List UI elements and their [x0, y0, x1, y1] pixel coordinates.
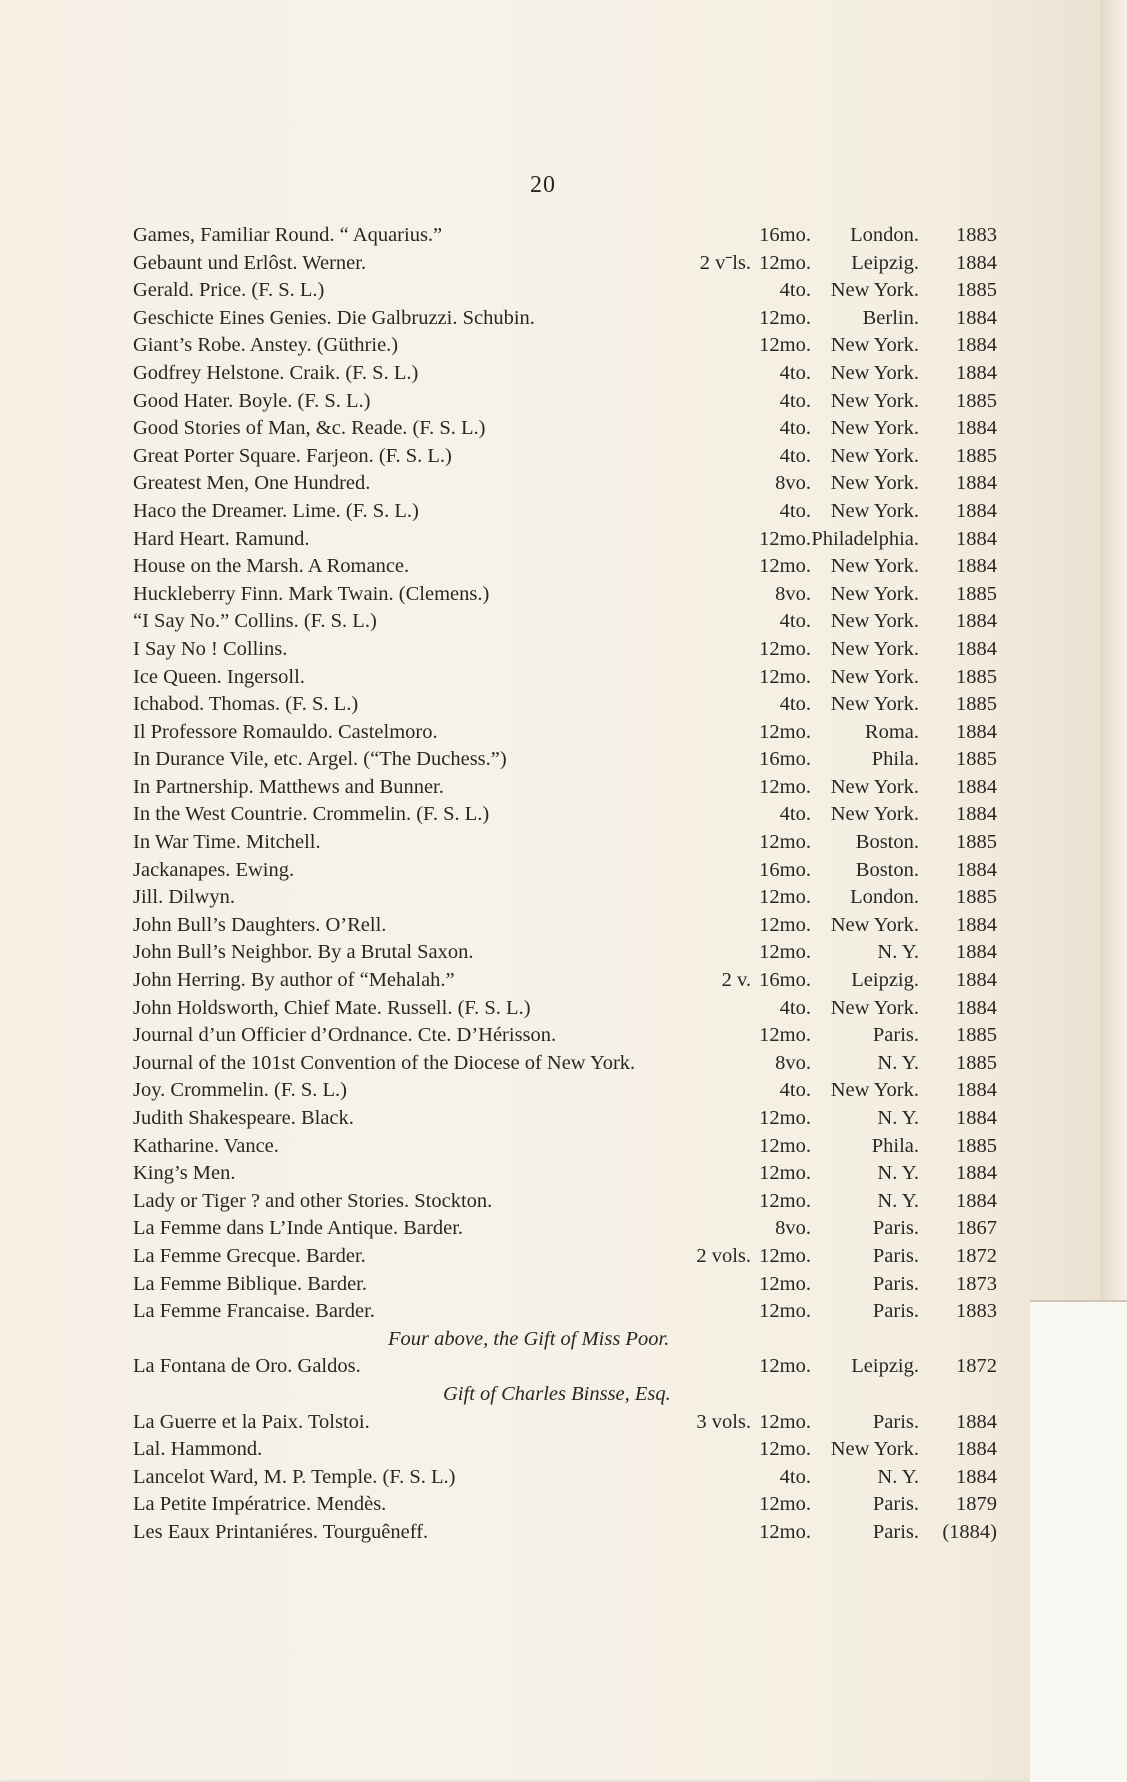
entry-year: 1884 — [956, 361, 997, 384]
entry-place: New York. — [830, 279, 919, 302]
entry-format: 12mo. — [759, 1355, 811, 1378]
entry-place: London. — [850, 886, 919, 909]
entry-year: 1884 — [956, 499, 997, 522]
entry-place: N. Y. — [877, 941, 919, 964]
entry-year: 1872 — [956, 1355, 997, 1378]
entry-year: (1884) — [942, 1520, 997, 1543]
catalog-entry — [133, 1160, 997, 1188]
entry-format: 12mo. — [759, 1107, 811, 1129]
entry-title: La Fontana de Oro. Galdos. — [133, 1355, 361, 1378]
entry-format: 4to. — [779, 417, 811, 440]
entry-format: 12mo. — [759, 637, 811, 660]
entry-group-3 — [133, 1409, 997, 1547]
entry-place: Leipzig. — [851, 1355, 919, 1378]
catalog-entry — [133, 277, 997, 305]
entry-format: 12mo. — [759, 555, 811, 578]
entry-volumes: 3 vols. — [696, 1410, 751, 1433]
catalog-entry — [133, 1491, 997, 1519]
entry-place: New York. — [830, 582, 919, 605]
entry-year: 1885 — [956, 1051, 997, 1074]
catalog-entry — [133, 884, 997, 912]
entry-title: Gerald. Price. (F. S. L.) — [133, 279, 325, 302]
entry-year: 1884 — [956, 969, 997, 992]
entry-title: Huckleberry Finn. Mark Twain. (Clemens.) — [133, 582, 490, 605]
entry-place: Phila. — [871, 1134, 919, 1157]
catalog-entry — [133, 1409, 997, 1437]
entry-title: La Guerre et la Paix. Tolstoi. — [133, 1410, 370, 1433]
entry-title: Games, Familiar Round. “ Aquarius.” — [133, 224, 443, 246]
entry-format: 4to. — [779, 610, 811, 633]
entry-title: Katharine. Vance. — [133, 1134, 279, 1157]
entry-format: 4to. — [779, 361, 811, 384]
entry-title: John Herring. By author of “Mehalah.” — [133, 969, 455, 992]
entry-year: 1884 — [956, 775, 997, 798]
entry-format: 12mo. — [759, 306, 811, 329]
entry-year: 1867 — [956, 1217, 997, 1240]
entry-title: In Durance Vile, etc. Argel. (“The Duchess.”) — [133, 748, 507, 771]
entry-format: 12mo. — [759, 1244, 811, 1267]
entry-year: 1885 — [956, 1024, 997, 1047]
catalog-entry — [133, 967, 997, 995]
entry-year: 1872 — [956, 1244, 997, 1267]
entry-title: I Say No ! Collins. — [133, 637, 288, 660]
entry-format: 16mo. — [759, 748, 811, 771]
entry-title: Judith Shakespeare. Black. — [133, 1107, 354, 1129]
catalog-entry — [133, 526, 997, 554]
entry-title: Lal. Hammond. — [133, 1438, 263, 1461]
entry-year: 1884 — [956, 1107, 997, 1129]
entry-format: 16mo. — [759, 224, 811, 246]
entry-year: 1884 — [956, 1438, 997, 1461]
catalog-entry — [133, 443, 997, 471]
entry-format: 12mo. — [759, 1520, 811, 1543]
entry-place: New York. — [830, 499, 919, 522]
entry-title: John Holdsworth, Chief Mate. Russell. (F. S. L.) — [133, 996, 531, 1019]
entry-title: John Bull’s Daughters. O’Rell. — [133, 913, 387, 936]
catalog-entry — [133, 222, 997, 250]
entry-year: 1885 — [956, 389, 997, 412]
entry-format: 12mo. — [759, 1024, 811, 1047]
entry-year: 1884 — [956, 1162, 997, 1185]
entry-year: 1885 — [956, 665, 997, 688]
entry-year: 1884 — [956, 637, 997, 660]
entry-year: 1885 — [956, 582, 997, 605]
catalog-entry — [133, 388, 997, 416]
entry-group-1 — [133, 222, 997, 1326]
entry-year: 1885 — [956, 444, 997, 467]
entry-format: 12mo. — [759, 720, 811, 743]
entry-title: Haco the Dreamer. Lime. (F. S. L.) — [133, 499, 419, 522]
entry-place: Paris. — [872, 1520, 919, 1543]
entry-title: La Femme Biblique. Barder. — [133, 1272, 367, 1295]
entry-place: New York. — [830, 472, 919, 495]
entry-title: Joy. Crommelin. (F. S. L.) — [133, 1079, 347, 1102]
entry-year: 1884 — [956, 720, 997, 743]
entry-format: 16mo. — [759, 858, 811, 881]
entry-format: 8vo. — [775, 1217, 811, 1240]
entry-year: 1884 — [956, 941, 997, 964]
catalog-entry — [133, 664, 997, 692]
catalog-entry — [133, 1133, 997, 1161]
entry-format: 12mo. — [759, 1493, 811, 1516]
catalog-entry — [133, 1215, 997, 1243]
entry-year: 1885 — [956, 693, 997, 716]
catalog-entry — [133, 857, 997, 885]
entry-title: King’s Men. — [133, 1162, 236, 1185]
entry-year: 1884 — [956, 610, 997, 633]
entry-title: Ichabod. Thomas. (F. S. L.) — [133, 693, 359, 716]
entry-format: 12mo. — [759, 1189, 811, 1212]
entry-title: Il Professore Romauldo. Castelmoro. — [133, 720, 438, 743]
entry-format: 4to. — [779, 444, 811, 467]
entry-format: 12mo. — [759, 941, 811, 964]
entry-place: Paris. — [872, 1493, 919, 1516]
entry-format: 12mo. — [759, 665, 811, 688]
entry-place: Philadelphia. — [811, 527, 919, 550]
entry-title: Good Stories of Man, &c. Reade. (F. S. L.) — [133, 417, 486, 440]
catalog-entry — [133, 608, 997, 636]
entry-format: 12mo. — [759, 775, 811, 798]
entry-format: 16mo. — [759, 969, 811, 992]
catalog-entry — [133, 1050, 997, 1078]
entry-place: Leipzig. — [851, 969, 919, 992]
entry-format: 4to. — [779, 389, 811, 412]
entry-place: New York. — [830, 361, 919, 384]
entry-year: 1884 — [956, 306, 997, 329]
entry-year: 1884 — [956, 913, 997, 936]
entry-place: New York. — [830, 996, 919, 1019]
entry-title: La Petite Impératrice. Mendès. — [133, 1493, 387, 1516]
catalog-entry — [133, 1243, 997, 1271]
entry-title: Ice Queen. Ingersoll. — [133, 665, 305, 688]
entry-title: John Bull’s Neighbor. By a Brutal Saxon. — [133, 941, 474, 964]
catalog-entry — [133, 305, 997, 333]
entry-place: N. Y. — [877, 1162, 919, 1185]
entry-place: New York. — [830, 775, 919, 798]
entry-title: Lady or Tiger ? and other Stories. Stockton. — [133, 1189, 493, 1212]
entry-title: Jackanapes. Ewing. — [133, 858, 295, 881]
entry-place: New York. — [830, 555, 919, 578]
entry-title: “I Say No.” Collins. (F. S. L.) — [133, 610, 377, 633]
catalog-entry — [133, 774, 997, 802]
catalog-entry — [133, 1436, 997, 1464]
entry-year: 1884 — [956, 417, 997, 440]
entry-year: 1884 — [956, 1465, 997, 1488]
entry-year: 1884 — [956, 803, 997, 826]
entry-volumes: 2 vˉls. — [699, 251, 751, 274]
entry-place: Boston. — [855, 858, 919, 881]
entry-place: Paris. — [872, 1217, 919, 1240]
catalog-entry — [133, 581, 997, 609]
entry-title: Gebaunt und Erlôst. Werner. — [133, 251, 367, 274]
catalog-entry — [133, 1298, 997, 1326]
catalog-entry — [133, 1519, 997, 1547]
entry-title: La Femme dans L’Inde Antique. Barder. — [133, 1217, 464, 1240]
entry-format: 12mo. — [759, 1134, 811, 1157]
catalog-entry — [133, 746, 997, 774]
entry-volumes: 2 v. — [721, 969, 751, 992]
entry-year: 1884 — [956, 555, 997, 578]
entry-place: Phila. — [871, 748, 919, 771]
catalog-entry — [133, 1105, 997, 1133]
entry-format: 8vo. — [775, 472, 811, 495]
entry-year: 1884 — [956, 1189, 997, 1212]
entry-year: 1884 — [956, 996, 997, 1019]
entry-title: Great Porter Square. Farjeon. (F. S. L.) — [133, 444, 452, 467]
entry-year: 1883 — [956, 1300, 997, 1323]
entry-title: Good Hater. Boyle. (F. S. L.) — [133, 389, 371, 412]
entry-year: 1884 — [956, 858, 997, 881]
catalog-entry — [133, 912, 997, 940]
entry-place: Paris. — [872, 1244, 919, 1267]
catalog-entry — [133, 1464, 997, 1492]
catalog-entry — [133, 1353, 997, 1381]
entry-place: London. — [850, 224, 919, 246]
entry-title: Godfrey Helstone. Craik. (F. S. L.) — [133, 361, 419, 384]
entry-place: N. Y. — [877, 1051, 919, 1074]
gift-note-charles-binsse: Gift of Charles Binsse, Esq. — [443, 1382, 671, 1405]
entry-place: New York. — [830, 913, 919, 936]
catalog-entry — [133, 332, 997, 360]
catalog-list — [133, 222, 997, 1547]
entry-place: New York. — [830, 417, 919, 440]
entry-title: Journal d’un Officier d’Ordnance. Cte. D’Hérisson. — [133, 1024, 557, 1047]
entry-year: 1884 — [956, 527, 997, 550]
entry-place: N. Y. — [877, 1189, 919, 1212]
entry-year: 1885 — [956, 1134, 997, 1157]
entry-format: 8vo. — [775, 582, 811, 605]
catalog-entry — [133, 939, 997, 967]
entry-format: 12mo. — [759, 334, 811, 357]
entry-place: New York. — [830, 610, 919, 633]
entry-format: 12mo. — [759, 913, 811, 936]
entry-format: 12mo. — [759, 1162, 811, 1185]
entry-group-2 — [133, 1353, 997, 1381]
entry-format: 4to. — [779, 279, 811, 302]
entry-place: New York. — [830, 637, 919, 660]
entry-title: House on the Marsh. A Romance. — [133, 555, 410, 578]
entry-place: Paris. — [872, 1024, 919, 1047]
entry-title: Geschicte Eines Genies. Die Galbruzzi. Schubin. — [133, 306, 535, 329]
entry-format: 4to. — [779, 996, 811, 1019]
catalog-entry — [133, 1077, 997, 1105]
entry-place: Berlin. — [862, 306, 919, 329]
entry-format: 12mo. — [759, 1410, 811, 1433]
entry-format: 4to. — [779, 803, 811, 826]
entry-year: 1884 — [956, 334, 997, 357]
entry-title: Les Eaux Printaniéres. Tourguêneff. — [133, 1520, 429, 1543]
entry-year: 1879 — [956, 1493, 997, 1516]
entry-format: 8vo. — [775, 1051, 811, 1074]
entry-title: Journal of the 101st Convention of the Diocese of New York. — [133, 1051, 636, 1074]
catalog-entry — [133, 553, 997, 581]
entry-year: 1885 — [956, 831, 997, 854]
entry-title: Greatest Men, One Hundred. — [133, 472, 371, 495]
entry-year: 1873 — [956, 1272, 997, 1295]
entry-year: 1884 — [956, 1410, 997, 1433]
entry-place: New York. — [830, 1079, 919, 1102]
entry-format: 12mo. — [759, 1438, 811, 1461]
catalog-entry — [133, 360, 997, 388]
entry-year: 1883 — [956, 224, 997, 246]
entry-title: In War Time. Mitchell. — [133, 831, 321, 854]
entry-format: 4to. — [779, 1079, 811, 1102]
entry-year: 1885 — [956, 279, 997, 302]
entry-place: New York. — [830, 334, 919, 357]
entry-title: Jill. Dilwyn. — [133, 886, 235, 909]
entry-place: New York. — [830, 444, 919, 467]
catalog-entry — [133, 1271, 997, 1299]
entry-place: New York. — [830, 1438, 919, 1461]
catalog-entry — [133, 801, 997, 829]
entry-place: Boston. — [855, 831, 919, 854]
entry-place: Paris. — [872, 1272, 919, 1295]
entry-place: New York. — [830, 693, 919, 716]
catalog-entry — [133, 829, 997, 857]
entry-year: 1884 — [956, 1079, 997, 1102]
entry-title: Giant’s Robe. Anstey. (Güthrie.) — [133, 334, 399, 357]
entry-year: 1885 — [956, 748, 997, 771]
entry-format: 12mo. — [759, 886, 811, 909]
catalog-entry — [133, 636, 997, 664]
catalog-entry — [133, 250, 997, 278]
entry-title: Hard Heart. Ramund. — [133, 527, 310, 550]
catalog-entry — [133, 1022, 997, 1050]
catalog-entry — [133, 719, 997, 747]
entry-place: Leipzig. — [851, 251, 919, 274]
entry-place: N. Y. — [877, 1107, 919, 1129]
entry-format: 4to. — [779, 693, 811, 716]
entry-volumes: 2 vols. — [696, 1244, 751, 1267]
entry-year: 1884 — [956, 472, 997, 495]
entry-place: Paris. — [872, 1410, 919, 1433]
catalog-entry — [133, 470, 997, 498]
entry-format: 12mo. — [759, 1272, 811, 1295]
entry-place: New York. — [830, 389, 919, 412]
entry-place: N. Y. — [877, 1465, 919, 1488]
entry-year: 1884 — [956, 251, 997, 274]
gift-note-miss-poor: Four above, the Gift of Miss Poor. — [388, 1327, 670, 1350]
entry-format: 12mo. — [759, 1300, 811, 1323]
entry-title: La Femme Grecque. Barder. — [133, 1244, 366, 1267]
entry-place: Roma. — [864, 720, 919, 743]
catalog-entry — [133, 415, 997, 443]
catalog-entry — [133, 691, 997, 719]
entry-format: 12mo. — [759, 831, 811, 854]
catalog-entry — [133, 498, 997, 526]
entry-format: 4to. — [779, 499, 811, 522]
entry-year: 1885 — [956, 886, 997, 909]
entry-title: Lancelot Ward, M. P. Temple. (F. S. L.) — [133, 1465, 456, 1488]
entry-place: New York. — [830, 665, 919, 688]
catalog-entry — [133, 1188, 997, 1216]
entry-format: 12mo. — [759, 527, 811, 550]
entry-format: 4to. — [779, 1465, 811, 1488]
entry-format: 12mo. — [759, 251, 811, 274]
entry-title: In Partnership. Matthews and Bunner. — [133, 775, 444, 798]
entry-place: New York. — [830, 803, 919, 826]
paper-tab — [1030, 1300, 1127, 1782]
entry-title: La Femme Francaise. Barder. — [133, 1300, 375, 1323]
page-number: 20 — [530, 172, 556, 198]
entry-place: Paris. — [872, 1300, 919, 1323]
catalog-entry — [133, 995, 997, 1023]
entry-title: In the West Countrie. Crommelin. (F. S. L.) — [133, 803, 490, 826]
